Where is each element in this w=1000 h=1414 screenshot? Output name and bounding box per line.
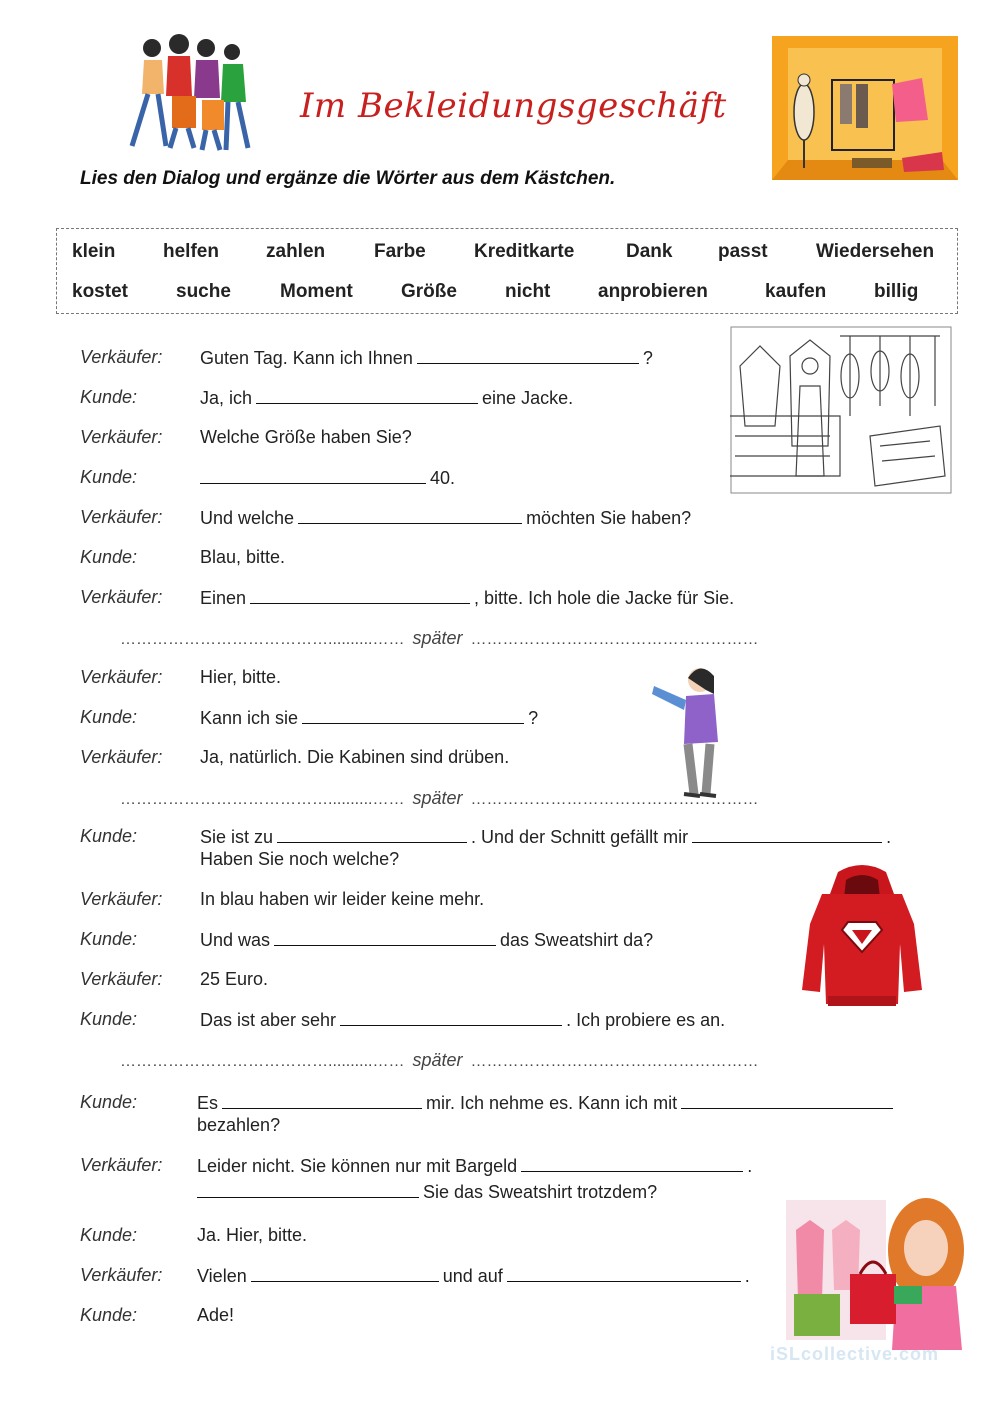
dialog-text: . Ich probiere es an. <box>566 1010 726 1030</box>
dialog-text: Und welche <box>200 508 295 528</box>
shopping-woman-illustration <box>776 1190 976 1350</box>
dialog-line <box>200 387 573 409</box>
speaker-customer: Kunde: <box>80 1225 138 1245</box>
separator-dots: …………………………………..........…… <box>120 631 405 648</box>
word-zahlen: zahlen <box>266 241 326 262</box>
word-farbe: Farbe <box>374 241 426 262</box>
dialog-line <box>200 347 653 369</box>
speaker-customer: Kunde: <box>80 929 138 949</box>
gap-blank[interactable] <box>298 507 522 524</box>
speaker-seller: Verkäufer: <box>80 747 163 767</box>
gap-blank[interactable] <box>340 1009 562 1026</box>
red-hoodie-illustration <box>792 864 932 1012</box>
dialog-line <box>197 1265 750 1287</box>
dialog-text: Guten Tag. Kann ich Ihnen <box>200 348 413 368</box>
dialog-text: Leider nicht. Sie können nur mit Bargeld <box>197 1156 518 1176</box>
gap-blank[interactable] <box>277 826 467 843</box>
gap-blank[interactable] <box>251 1265 439 1282</box>
word-suche: suche <box>176 281 231 302</box>
shop-interior-illustration <box>772 36 958 180</box>
dialog-line-continued: Haben Sie noch welche? <box>200 849 400 869</box>
speaker-seller: Verkäufer: <box>80 347 163 367</box>
dialog-text: . <box>744 1266 750 1286</box>
dialog-line <box>200 826 891 848</box>
dialog-text: Und was <box>200 930 271 950</box>
gap-blank[interactable] <box>417 347 639 364</box>
speaker-customer: Kunde: <box>80 1092 138 1112</box>
gap-blank[interactable] <box>507 1265 741 1282</box>
separator-dots: …………………………………..........…… <box>120 1053 405 1070</box>
speaker-seller: Verkäufer: <box>80 427 163 447</box>
speaker-seller: Verkäufer: <box>80 667 163 687</box>
dialog-text: Sie ist zu <box>200 827 274 847</box>
word-anprobieren: anprobieren <box>598 281 708 302</box>
dialog-text: mir. Ich nehme es. Kann ich mit <box>426 1093 678 1113</box>
speaker-seller: Verkäufer: <box>80 507 163 527</box>
store-sketch-illustration <box>730 326 952 494</box>
separator-later <box>120 1050 910 1071</box>
separator-dots: ……………………………………………… <box>470 1053 759 1070</box>
watermark: iSLcollective.com <box>770 1344 940 1364</box>
dialog-text: ? <box>642 348 653 368</box>
dialog-text: , bitte. Ich hole die Jacke für Sie. <box>474 588 735 608</box>
dialog-text: möchten Sie haben? <box>526 508 692 528</box>
dialog-line: Welche Größe haben Sie? <box>200 427 412 447</box>
separator-word: später <box>412 628 463 648</box>
speaker-seller: Verkäufer: <box>80 969 163 989</box>
speaker-customer: Kunde: <box>80 467 138 487</box>
dialog-line: Blau, bitte. <box>200 547 286 567</box>
dialog-text: das Sweatshirt da? <box>500 930 654 950</box>
gap-blank[interactable] <box>200 467 426 484</box>
dialog-text: . <box>886 827 892 847</box>
speaker-customer: Kunde: <box>80 1305 138 1325</box>
dialog-line: In blau haben wir leider keine mehr. <box>200 889 485 909</box>
shopping-women-illustration <box>122 34 272 156</box>
gap-blank[interactable] <box>250 587 470 604</box>
dialog-text: und auf <box>442 1266 503 1286</box>
gap-blank[interactable] <box>197 1181 419 1198</box>
dialog-text: eine Jacke. <box>482 388 574 408</box>
speaker-seller: Verkäufer: <box>80 889 163 909</box>
dialog-line <box>200 587 734 609</box>
dialog-line <box>200 929 653 951</box>
gap-blank[interactable] <box>256 387 478 404</box>
dialog-text: . Und der Schnitt gefällt mir <box>471 827 689 847</box>
word-dank: Dank <box>626 241 673 262</box>
word-passt: passt <box>718 241 768 262</box>
dialog-text: 40. <box>430 468 456 488</box>
speaker-customer: Kunde: <box>80 547 138 567</box>
word-helfen: helfen <box>163 241 219 262</box>
dialog-line <box>200 707 538 729</box>
dialog-text: Einen <box>200 588 247 608</box>
dialog-line: Hier, bitte. <box>200 667 282 687</box>
gap-blank[interactable] <box>302 707 524 724</box>
dialog-line <box>200 467 455 489</box>
word-nicht: nicht <box>505 281 551 302</box>
speaker-seller: Verkäufer: <box>80 1265 163 1285</box>
dialog-line-continued: bezahlen? <box>197 1115 281 1135</box>
word-kreditkarte: Kreditkarte <box>474 241 575 262</box>
dialog-line <box>200 507 691 529</box>
dialog-text: Es <box>197 1093 219 1113</box>
girl-trying-jacket-illustration <box>650 660 730 800</box>
speaker-customer: Kunde: <box>80 1009 138 1029</box>
dialog-line-continued <box>197 1181 657 1203</box>
instruction-text: Lies den Dialog und ergänze die Wörter aus dem Kästchen. <box>80 168 616 189</box>
speaker-seller: Verkäufer: <box>80 1155 163 1175</box>
dialog-line <box>197 1092 897 1114</box>
separator-dots: ……………………………………………… <box>470 631 759 648</box>
separator-later <box>120 628 910 649</box>
speaker-seller: Verkäufer: <box>80 587 163 607</box>
separator-word: später <box>412 788 463 808</box>
word-billig: billig <box>874 281 919 302</box>
dialog-text: Kann ich sie <box>200 708 299 728</box>
gap-blank[interactable] <box>274 929 496 946</box>
word-groesse: Größe <box>401 281 457 302</box>
gap-blank[interactable] <box>521 1155 743 1172</box>
gap-blank[interactable] <box>681 1092 893 1109</box>
gap-blank[interactable] <box>222 1092 422 1109</box>
speaker-customer: Kunde: <box>80 387 138 407</box>
dialog-line: Ja, natürlich. Die Kabinen sind drüben. <box>200 747 510 767</box>
dialog-text: Das ist aber sehr <box>200 1010 337 1030</box>
dialog-line <box>197 1155 752 1177</box>
dialog-text: . <box>747 1156 753 1176</box>
word-kaufen: kaufen <box>765 281 827 302</box>
separator-word: später <box>412 1050 463 1070</box>
word-moment: Moment <box>280 281 353 302</box>
word-wiedersehen: Wiedersehen <box>816 241 935 262</box>
gap-blank[interactable] <box>692 826 882 843</box>
dialog-line: 25 Euro. <box>200 969 269 989</box>
separator-dots: ……………………………………………… <box>470 791 759 808</box>
dialog-line <box>200 1009 725 1031</box>
separator-later <box>120 788 910 809</box>
speaker-customer: Kunde: <box>80 826 138 846</box>
dialog-text: Vielen <box>197 1266 247 1286</box>
word-klein: klein <box>72 241 116 262</box>
speaker-customer: Kunde: <box>80 707 138 727</box>
dialog-text: Ja, ich <box>200 388 253 408</box>
dialog-text: ? <box>528 708 539 728</box>
dialog-line: Ade! <box>197 1305 235 1325</box>
separator-dots: …………………………………..........…… <box>120 791 405 808</box>
word-kostet: kostet <box>72 281 128 302</box>
page-title: Im Bekleidungsgeschäft <box>300 86 727 126</box>
dialog-line: Ja. Hier, bitte. <box>197 1225 308 1245</box>
dialog-text: Sie das Sweatshirt trotzdem? <box>423 1182 658 1202</box>
